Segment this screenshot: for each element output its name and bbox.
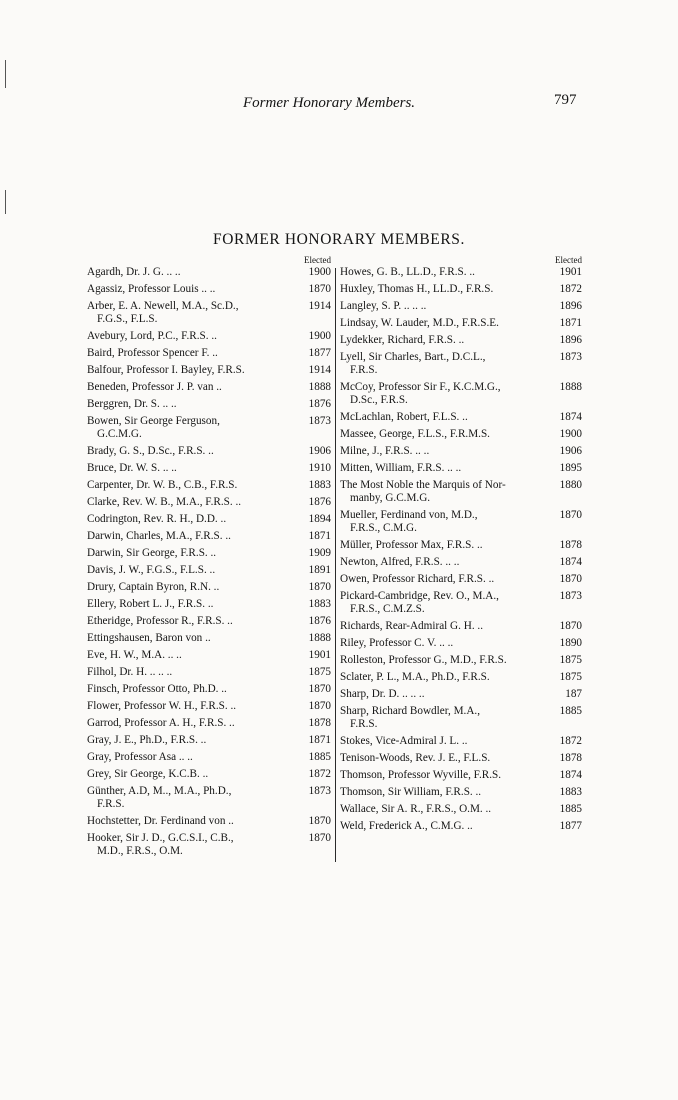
elected-year: 1876: [308, 496, 331, 508]
member-entry: [340, 428, 582, 441]
member-name-line: Rolleston, Professor G., M.D., F.R.S.: [340, 654, 507, 666]
margin-mark-top: [5, 60, 6, 88]
member-name: [340, 556, 554, 569]
member-entry: [87, 547, 331, 560]
member-name-line: Baird, Professor Spencer F. ..: [87, 347, 218, 359]
member-entry: [87, 479, 331, 492]
elected-year: 1877: [308, 347, 331, 359]
member-entry: [87, 513, 331, 526]
margin-mark-middle: [5, 190, 6, 214]
member-entry: [340, 705, 582, 731]
elected-year: 1909: [308, 547, 331, 559]
elected-year: 1870: [308, 815, 331, 827]
member-name-line: Mueller, Ferdinand von, M.D.,: [340, 509, 478, 521]
elected-year: 1885: [308, 751, 331, 763]
elected-year: 1874: [559, 556, 582, 568]
elected-year: 1878: [559, 752, 582, 764]
elected-year: 1873: [308, 415, 331, 427]
member-name-continuation: F.R.S.: [350, 718, 378, 730]
elected-label-right: Elected: [555, 255, 582, 265]
member-entry: [340, 820, 582, 833]
member-entry: [340, 671, 582, 684]
elected-year: 1875: [559, 671, 582, 683]
member-name-line: Drury, Captain Byron, R.N. ..: [87, 581, 220, 593]
elected-year: 1874: [559, 411, 582, 423]
member-name-continuation: M.D., F.R.S., O.M.: [97, 845, 183, 857]
member-name-line: Massee, George, F.L.S., F.R.M.S.: [340, 428, 490, 440]
elected-year: 1891: [308, 564, 331, 576]
elected-year: 1870: [308, 832, 331, 844]
member-entry: [340, 479, 582, 505]
member-name-line: Avebury, Lord, P.C., F.R.S. ..: [87, 330, 217, 342]
elected-year: 1871: [308, 530, 331, 542]
member-name: [340, 462, 554, 475]
elected-year: 1871: [308, 734, 331, 746]
member-name-line: McLachlan, Robert, F.L.S. ..: [340, 411, 468, 423]
member-name: [87, 381, 303, 394]
elected-year: 1914: [308, 300, 331, 312]
member-name: [340, 317, 554, 330]
member-name-line: Agassiz, Professor Louis .. ..: [87, 283, 216, 295]
member-name-line: Gray, Professor Asa .. ..: [87, 751, 193, 763]
column-divider: [335, 268, 336, 862]
member-name: [340, 671, 554, 684]
member-name: [340, 539, 554, 552]
member-entry: [87, 347, 331, 360]
elected-year: 1910: [308, 462, 331, 474]
member-name-line: Sclater, P. L., M.A., Ph.D., F.R.S.: [340, 671, 490, 683]
elected-year: 1876: [308, 615, 331, 627]
member-name-line: Eve, H. W., M.A. .. ..: [87, 649, 182, 661]
elected-year: 1876: [308, 398, 331, 410]
member-name-line: Garrod, Professor A. H., F.R.S. ..: [87, 717, 235, 729]
member-name: [87, 496, 303, 509]
member-name-line: Hochstetter, Dr. Ferdinand von ..: [87, 815, 234, 827]
member-name: [87, 785, 303, 811]
elected-year: 1900: [308, 330, 331, 342]
member-name: [87, 666, 303, 679]
member-name-line: Lindsay, W. Lauder, M.D., F.R.S.E.: [340, 317, 499, 329]
member-name: [87, 768, 303, 781]
member-entry: [87, 462, 331, 475]
right-entry-list: [340, 266, 582, 833]
member-name: [340, 769, 554, 782]
elected-year: 1888: [308, 381, 331, 393]
member-entry: [340, 590, 582, 616]
elected-year: 1900: [308, 266, 331, 278]
member-name: [340, 786, 554, 799]
member-entry: [340, 411, 582, 424]
member-entry: [340, 654, 582, 667]
member-name-line: Sharp, Richard Bowdler, M.A.,: [340, 705, 480, 717]
member-name: [87, 581, 303, 594]
member-name-line: Pickard-Cambridge, Rev. O., M.A.,: [340, 590, 499, 602]
member-name: [87, 415, 303, 441]
member-entry: [87, 734, 331, 747]
member-entry: [340, 334, 582, 347]
elected-year: 1900: [559, 428, 582, 440]
section-title: FORMER HONORARY MEMBERS.: [213, 231, 465, 248]
member-name-line: Huxley, Thomas H., LL.D., F.R.S.: [340, 283, 494, 295]
member-name-line: Hooker, Sir J. D., G.C.S.I., C.B.,: [87, 832, 234, 844]
member-name: [340, 820, 554, 833]
member-entry: [87, 751, 331, 764]
elected-year: 1890: [559, 637, 582, 649]
member-name-line: Weld, Frederick A., C.M.G. ..: [340, 820, 473, 832]
elected-year: 1870: [308, 283, 331, 295]
member-name: [340, 334, 554, 347]
member-name-line: The Most Noble the Marquis of Nor-: [340, 479, 506, 491]
member-entry: [87, 364, 331, 377]
member-name: [340, 479, 554, 505]
member-name: [340, 688, 554, 701]
member-name-continuation: F.R.S.: [350, 364, 378, 376]
elected-year: 1880: [559, 479, 582, 491]
member-entry: [340, 735, 582, 748]
member-name: [87, 330, 303, 343]
elected-year: 1878: [559, 539, 582, 551]
member-name: [340, 803, 554, 816]
member-entry: [87, 632, 331, 645]
member-entry: [340, 317, 582, 330]
member-name-line: Müller, Professor Max, F.R.S. ..: [340, 539, 483, 551]
left-entry-list: [87, 266, 331, 858]
member-name-line: Riley, Professor C. V. .. ..: [340, 637, 454, 649]
member-entry: [340, 381, 582, 407]
elected-year: 1906: [559, 445, 582, 457]
member-name: [87, 683, 303, 696]
elected-year: 1878: [308, 717, 331, 729]
member-entry: [87, 266, 331, 279]
member-name-line: Flower, Professor W. H., F.R.S. ..: [87, 700, 237, 712]
member-name-line: Darwin, Sir George, F.R.S. ..: [87, 547, 217, 559]
member-name-line: Owen, Professor Richard, F.R.S. ..: [340, 573, 495, 585]
member-name: [340, 351, 554, 377]
member-name: [87, 700, 303, 713]
member-name: [87, 300, 303, 326]
elected-year: 1870: [559, 620, 582, 632]
elected-year: 1871: [559, 317, 582, 329]
member-name: [340, 620, 554, 633]
elected-year: 1877: [559, 820, 582, 832]
member-name-line: Tenison-Woods, Rev. J. E., F.L.S.: [340, 752, 491, 764]
elected-label-left: Elected: [304, 255, 331, 265]
member-name-line: Filhol, Dr. H. .. .. ..: [87, 666, 173, 678]
member-name-line: Newton, Alfred, F.R.S. .. ..: [340, 556, 460, 568]
member-entry: [87, 398, 331, 411]
member-entry: [87, 700, 331, 713]
elected-year: 1901: [559, 266, 582, 278]
member-name: [340, 705, 554, 731]
member-name-continuation: F.R.S.: [97, 798, 125, 810]
elected-year: 1870: [559, 573, 582, 585]
member-name: [340, 445, 554, 458]
member-name: [87, 832, 303, 858]
elected-year: 1872: [559, 735, 582, 747]
member-name-continuation: manby, G.C.M.G.: [350, 492, 431, 504]
member-entry: [340, 769, 582, 782]
member-name: [340, 654, 554, 667]
member-name-line: Thomson, Sir William, F.R.S. ..: [340, 786, 482, 798]
member-name: [87, 364, 303, 377]
member-name: [87, 398, 303, 411]
member-name: [340, 590, 554, 616]
member-name-line: Stokes, Vice-Admiral J. L. ..: [340, 735, 468, 747]
elected-year: 1888: [559, 381, 582, 393]
member-entry: [87, 330, 331, 343]
member-name-line: Finsch, Professor Otto, Ph.D. ..: [87, 683, 227, 695]
member-entry: [87, 496, 331, 509]
member-name-line: Agardh, Dr. J. G. .. ..: [87, 266, 181, 278]
member-name-line: Lyell, Sir Charles, Bart., D.C.L.,: [340, 351, 486, 363]
member-name-continuation: G.C.M.G.: [97, 428, 142, 440]
member-name: [87, 445, 303, 458]
elected-year: 1872: [559, 283, 582, 295]
member-name-line: Ettingshausen, Baron von ..: [87, 632, 211, 644]
member-entry: [87, 530, 331, 543]
member-name-line: Mitten, William, F.R.S. .. ..: [340, 462, 462, 474]
member-name-line: Howes, G. B., LL.D., F.R.S. ..: [340, 266, 475, 278]
member-name-line: Brady, G. S., D.Sc., F.R.S. ..: [87, 445, 214, 457]
member-entry: [87, 381, 331, 394]
elected-year: 1901: [308, 649, 331, 661]
member-name-line: Thomson, Professor Wyville, F.R.S.: [340, 769, 502, 781]
elected-year: 1896: [559, 300, 582, 312]
member-name: [87, 283, 303, 296]
member-entry: [87, 649, 331, 662]
member-name: [87, 598, 303, 611]
member-name-line: Richards, Rear-Admiral G. H. ..: [340, 620, 484, 632]
member-entry: [340, 752, 582, 765]
member-name: [87, 632, 303, 645]
member-name-continuation: F.R.S., C.M.Z.S.: [350, 603, 425, 615]
member-name-line: Carpenter, Dr. W. B., C.B., F.R.S.: [87, 479, 238, 491]
member-name-line: McCoy, Professor Sir F., K.C.M.G.,: [340, 381, 501, 393]
member-name-line: Etheridge, Professor R., F.R.S. ..: [87, 615, 233, 627]
member-entry: [87, 832, 331, 858]
member-name-line: Milne, J., F.R.S. .. ..: [340, 445, 430, 457]
member-name: [87, 266, 303, 279]
member-name: [340, 573, 554, 586]
member-entry: [340, 283, 582, 296]
member-name-continuation: F.G.S., F.L.S.: [97, 313, 158, 325]
member-name-line: Bowen, Sir George Ferguson,: [87, 415, 220, 427]
member-entry: [340, 351, 582, 377]
member-entry: [87, 598, 331, 611]
member-entry: [87, 283, 331, 296]
member-entry: [340, 573, 582, 586]
member-name: [87, 462, 303, 475]
member-name-line: Gray, J. E., Ph.D., F.R.S. ..: [87, 734, 207, 746]
member-name: [340, 509, 554, 535]
member-name: [340, 752, 554, 765]
member-name: [340, 735, 554, 748]
member-entry: [340, 266, 582, 279]
member-name: [87, 649, 303, 662]
member-entry: [87, 564, 331, 577]
member-name: [87, 751, 303, 764]
page-number: 797: [554, 92, 577, 108]
member-name-line: Ellery, Robert L. J., F.R.S. ..: [87, 598, 214, 610]
member-name-line: Günther, A.D, M.., M.A., Ph.D.,: [87, 785, 232, 797]
elected-year: 1870: [308, 700, 331, 712]
member-name: [87, 615, 303, 628]
member-name: [340, 300, 554, 313]
member-name: [340, 283, 554, 296]
member-name-line: Bruce, Dr. W. S. .. ..: [87, 462, 177, 474]
member-entry: [340, 803, 582, 816]
member-name-line: Sharp, Dr. D. .. .. ..: [340, 688, 425, 700]
member-entry: [87, 717, 331, 730]
elected-year: 1914: [308, 364, 331, 376]
elected-year: 1883: [308, 479, 331, 491]
member-name-line: Balfour, Professor I. Bayley, F.R.S.: [87, 364, 245, 376]
member-entry: [340, 300, 582, 313]
elected-year: 1870: [308, 581, 331, 593]
elected-year: 1874: [559, 769, 582, 781]
member-entry: [340, 445, 582, 458]
member-entry: [87, 815, 331, 828]
elected-year: 187: [565, 688, 582, 700]
member-name-line: Lydekker, Richard, F.R.S. ..: [340, 334, 465, 346]
member-name: [340, 266, 554, 279]
member-name-line: Arber, E. A. Newell, M.A., Sc.D.,: [87, 300, 239, 312]
member-entry: [87, 785, 331, 811]
member-entry: [87, 615, 331, 628]
member-entry: [340, 637, 582, 650]
right-column: [340, 255, 582, 837]
member-name-continuation: D.Sc., F.R.S.: [350, 394, 408, 406]
elected-year: 1873: [559, 351, 582, 363]
elected-year: 1883: [559, 786, 582, 798]
member-entry: [87, 581, 331, 594]
member-entry: [340, 462, 582, 475]
elected-year: 1888: [308, 632, 331, 644]
member-name: [340, 428, 554, 441]
running-head: Former Honorary Members.: [243, 95, 416, 111]
member-name-line: Wallace, Sir A. R., F.R.S., O.M. ..: [340, 803, 492, 815]
elected-year: 1885: [559, 705, 582, 717]
member-name-line: Beneden, Professor J. P. van ..: [87, 381, 222, 393]
member-entry: [340, 786, 582, 799]
member-name: [87, 717, 303, 730]
elected-year: 1894: [308, 513, 331, 525]
member-entry: [87, 415, 331, 441]
member-entry: [87, 768, 331, 781]
elected-year: 1870: [559, 509, 582, 521]
elected-year: 1870: [308, 683, 331, 695]
member-name-line: Grey, Sir George, K.C.B. ..: [87, 768, 209, 780]
member-entry: [87, 666, 331, 679]
elected-year: 1875: [559, 654, 582, 666]
member-name-line: Clarke, Rev. W. B., M.A., F.R.S. ..: [87, 496, 242, 508]
member-name: [87, 347, 303, 360]
elected-year: 1896: [559, 334, 582, 346]
member-name-line: Darwin, Charles, M.A., F.R.S. ..: [87, 530, 231, 542]
member-entry: [340, 539, 582, 552]
member-name: [340, 637, 554, 650]
member-name-line: Langley, S. P. .. .. ..: [340, 300, 427, 312]
elected-year: 1906: [308, 445, 331, 457]
member-entry: [340, 688, 582, 701]
member-entry: [340, 509, 582, 535]
member-entry: [87, 683, 331, 696]
left-column: [87, 255, 331, 862]
member-name: [87, 530, 303, 543]
member-entry: [87, 300, 331, 326]
member-entry: [340, 620, 582, 633]
elected-year: 1885: [559, 803, 582, 815]
elected-year: 1873: [308, 785, 331, 797]
member-name-line: Berggren, Dr. S. .. ..: [87, 398, 177, 410]
member-name: [87, 734, 303, 747]
member-name: [87, 547, 303, 560]
member-name-continuation: F.R.S., C.M.G.: [350, 522, 417, 534]
member-name: [87, 513, 303, 526]
elected-year: 1875: [308, 666, 331, 678]
member-name: [87, 815, 303, 828]
member-name: [340, 411, 554, 424]
member-name-line: Davis, J. W., F.G.S., F.L.S. ..: [87, 564, 216, 576]
member-entry: [340, 556, 582, 569]
elected-year: 1872: [308, 768, 331, 780]
member-name: [87, 479, 303, 492]
member-name-line: Codrington, Rev. R. H., D.D. ..: [87, 513, 227, 525]
elected-year: 1883: [308, 598, 331, 610]
member-name: [87, 564, 303, 577]
member-entry: [87, 445, 331, 458]
elected-year: 1895: [559, 462, 582, 474]
elected-year: 1873: [559, 590, 582, 602]
member-name: [340, 381, 554, 407]
